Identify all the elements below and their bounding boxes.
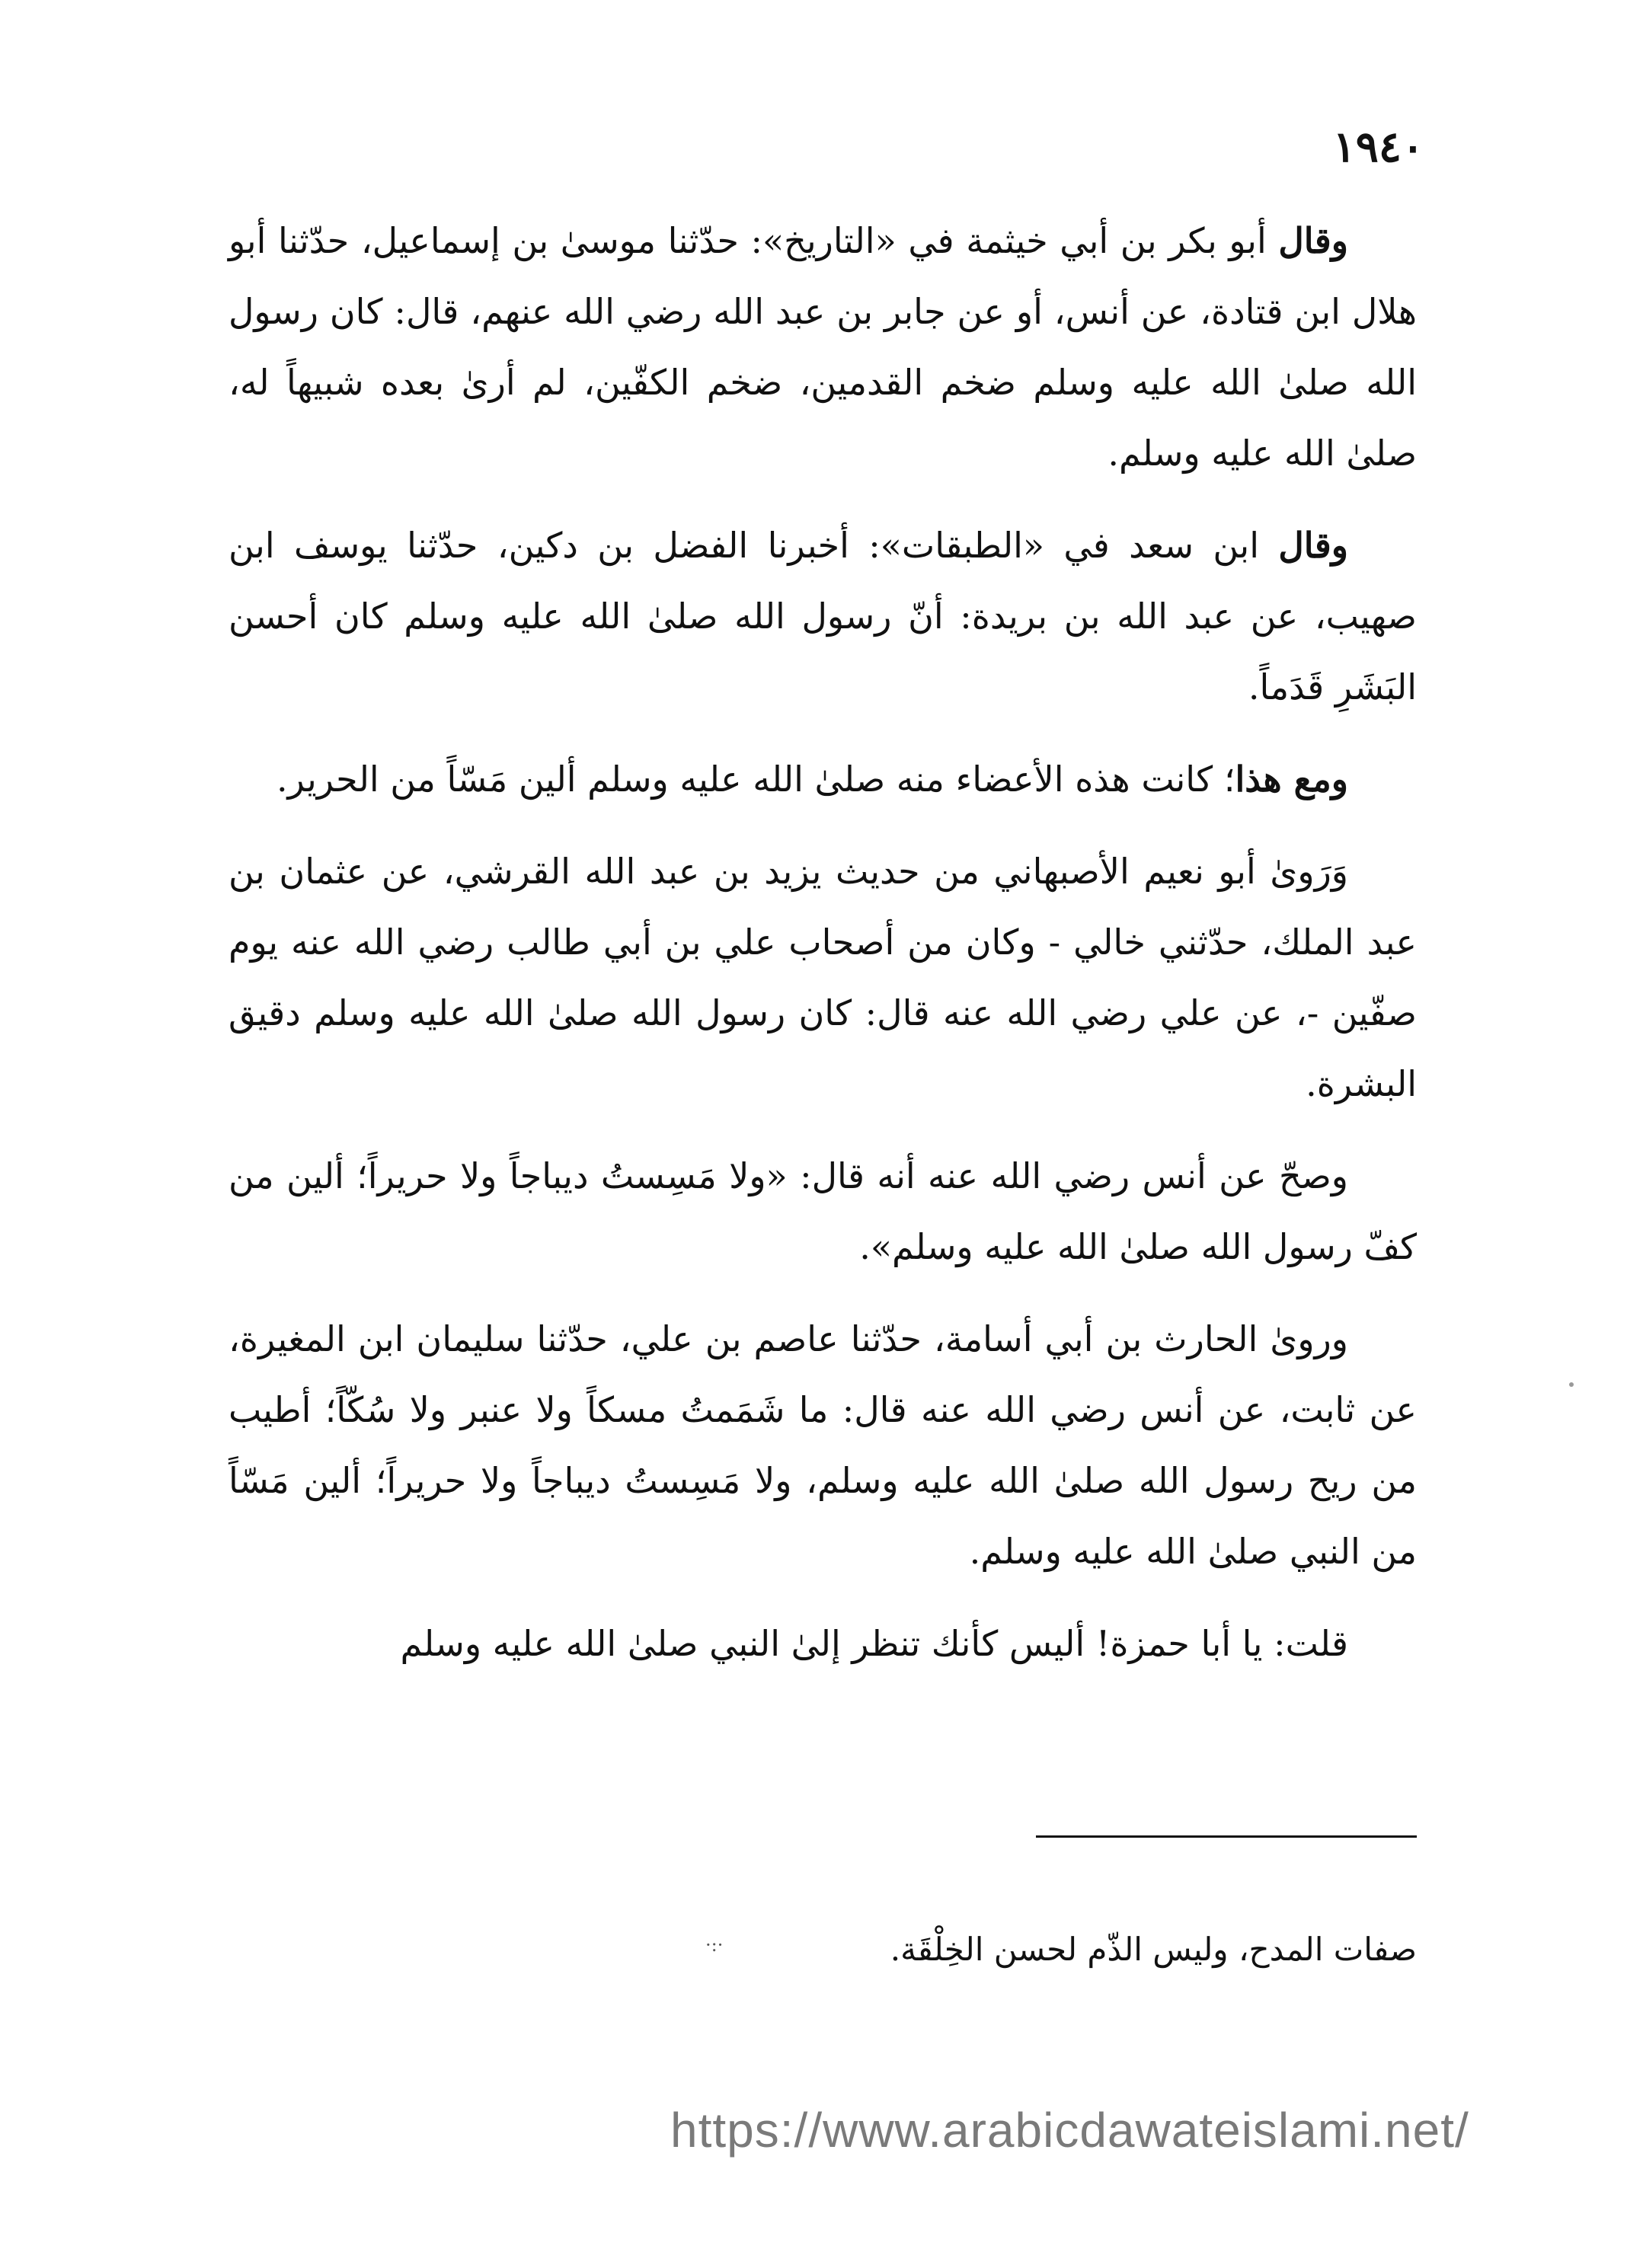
paragraph-lead: ومع هذا (1235, 759, 1348, 800)
page-body (229, 206, 1417, 1701)
paragraph-text: ؛ كانت هذه الأعضاء منه صلىٰ الله عليه وسلم ألين مَسّاً من الحرير. (276, 759, 1235, 800)
scan-speck: ·:· (705, 1934, 724, 1956)
paragraph (229, 510, 1417, 723)
paragraph (229, 1608, 1417, 1679)
paragraph (229, 206, 1417, 489)
paragraph-text: ابن سعد في «الطبقات»: أخبرنا الفضل بن دكين، حدّثنا يوسف ابن صهيب، عن عبد الله بن بريدة: أنّ رسول الله صلىٰ الله عليه وسلم كان أحسن البَشَرِ قَدَماً. (229, 525, 1417, 708)
watermark-url: https://www.arabicdawateislami.net/ (670, 2103, 1469, 2158)
footnote: صفات المدح، وليس الذّم لحسن الخِلْقَة. (890, 1931, 1417, 1968)
page-number: ١٩٤٠ (1332, 122, 1424, 172)
paragraph (229, 1141, 1417, 1283)
paragraph-lead: وقال (1278, 220, 1348, 261)
paragraph-text: وروىٰ الحارث بن أبي أسامة، حدّثنا عاصم بن علي، حدّثنا سليمان ابن المغيرة، عن ثابت، عن أنس رضي الله عنه قال: ما شَمَمتُ مسكاً ولا عنبر ولا سُكّاً؛ أطيب من ريح رسول الله صلىٰ الله عليه وسلم، ولا مَسِستُ ديباجاً ولا حريراً؛ ألين مَسّاً من النبي صلىٰ الله عليه وسلم. (229, 1318, 1417, 1572)
scan-dot (1569, 1382, 1574, 1387)
paragraph (229, 1304, 1417, 1587)
paragraph-text: أبو بكر بن أبي خيثمة في «التاريخ»: حدّثنا موسىٰ بن إسماعيل، حدّثنا أبو هلال ابن قتادة، عن أنس، أو عن جابر بن عبد الله رضي الله عنهم، قال: كان رسول الله صلىٰ الله عليه وسلم ضخم القدمين، ضخم الكفّين، لم أرىٰ بعده شبيهاً له، صلىٰ الله عليه وسلم. (229, 220, 1417, 474)
paragraph-text: وَرَوىٰ أبو نعيم الأصبهاني من حديث يزيد بن عبد الله القرشي، عن عثمان بن عبد الملك، حدّثني خالي - وكان من أصحاب علي بن أبي طالب رضي الله عنه يوم صفّين -، عن علي رضي الله عنه قال: كان رسول الله صلىٰ الله عليه وسلم دقيق البشرة. (229, 851, 1417, 1104)
paragraph (229, 744, 1417, 815)
paragraph-text: وصحّ عن أنس رضي الله عنه أنه قال: «ولا مَسِستُ ديباجاً ولا حريراً؛ ألين من كفّ رسول الله صلىٰ الله عليه وسلم». (229, 1155, 1417, 1267)
paragraph (229, 836, 1417, 1120)
paragraph-text: قلت: يا أبا حمزة! أليس كأنك تنظر إلىٰ النبي صلىٰ الله عليه وسلم (400, 1623, 1348, 1664)
paragraph-lead: وقال (1278, 525, 1348, 566)
footnote-divider (1036, 1835, 1417, 1838)
